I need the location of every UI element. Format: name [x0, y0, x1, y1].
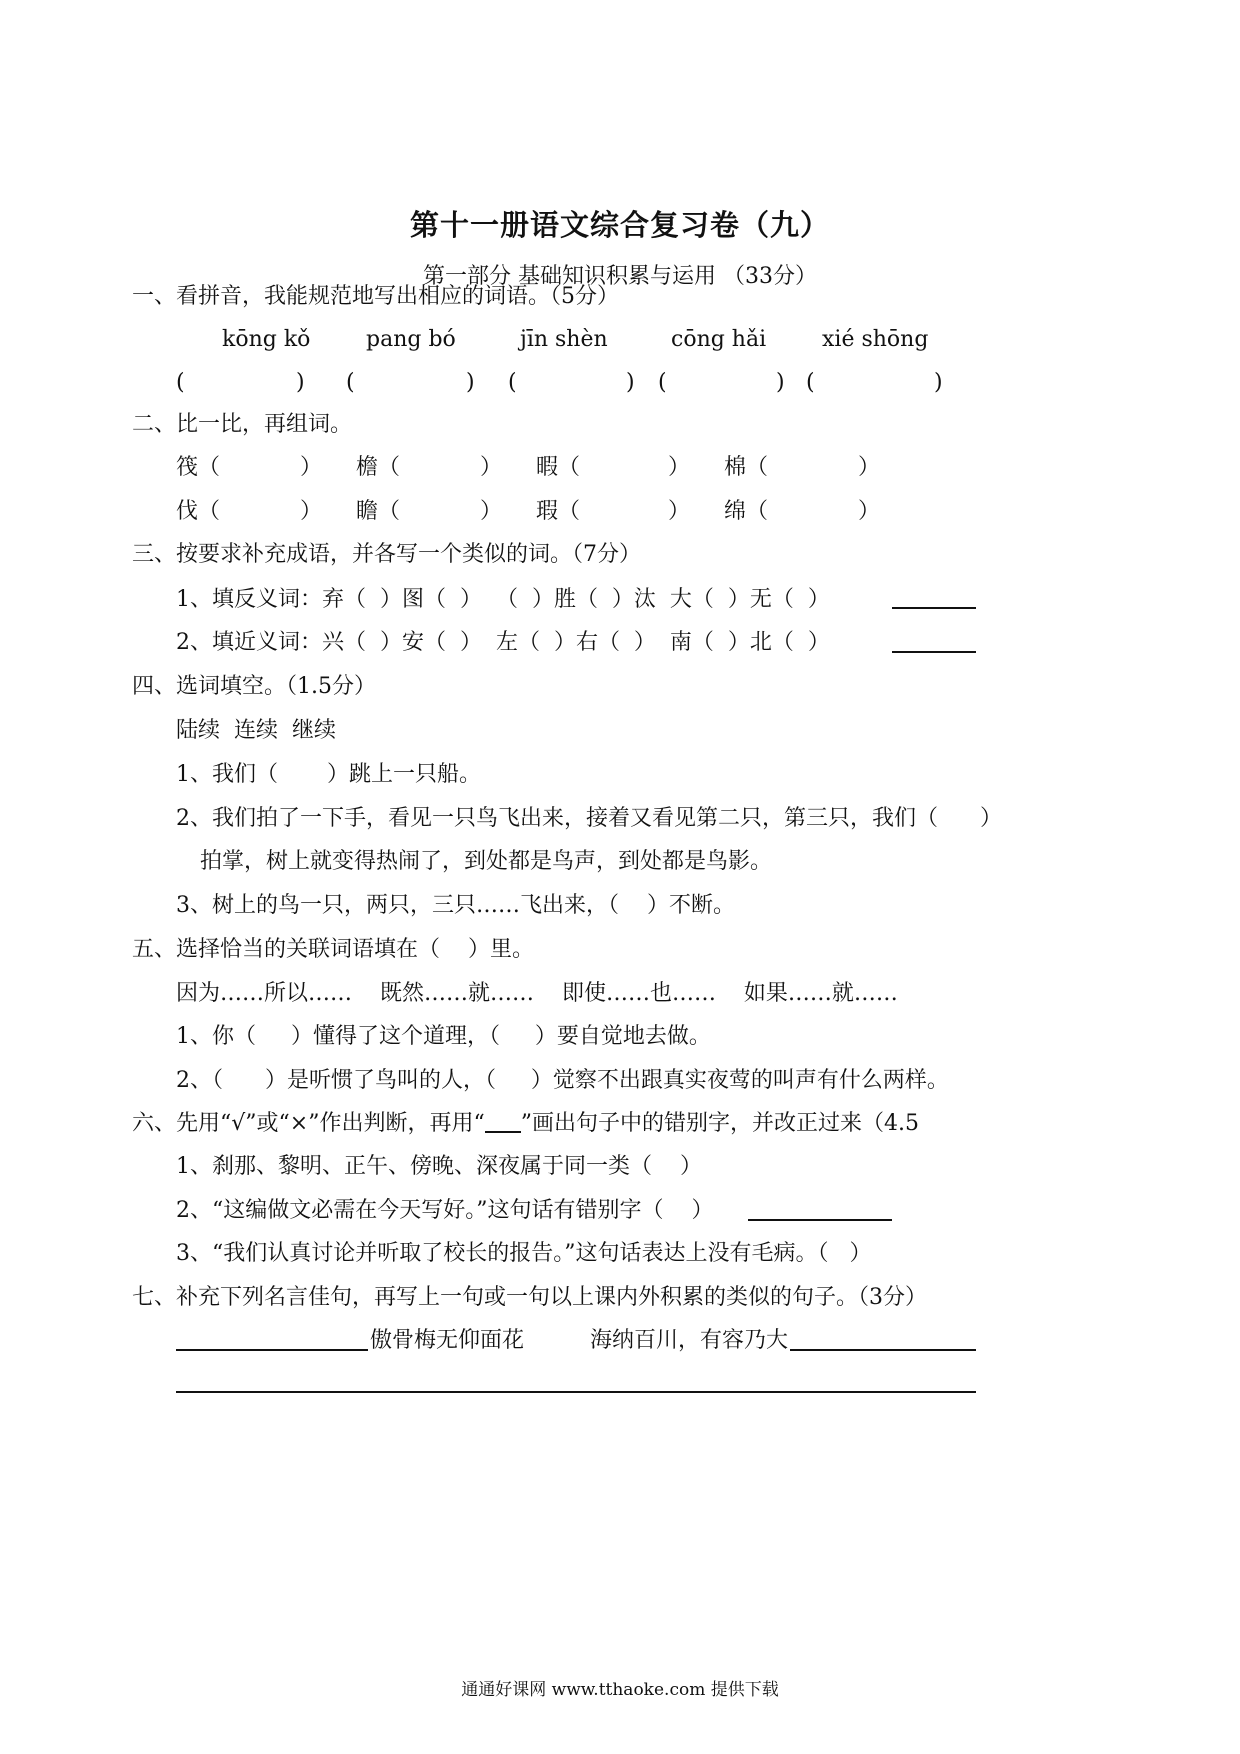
section-2-heading: 二、比一比，再组词。 [132, 412, 353, 437]
word-choices: 陆续 连续 继续 [176, 718, 336, 743]
antonym-question: 1、填反义词：弃（ ）图（ ） （ ）胜（ ）汰 大（ ）无（ ） [176, 587, 830, 612]
section-6-heading [132, 1109, 919, 1139]
conjunction-choices: 因为……所以…… 既然……就…… 即使……也…… 如果……就…… [176, 981, 898, 1006]
answer-paren-open: ( [508, 370, 517, 395]
section-4-heading: 四、选词填空。（1.5分） [132, 674, 376, 699]
pinyin-3: jīn shèn [520, 327, 608, 352]
answer-blank [176, 1349, 368, 1351]
answer-blank [790, 1349, 976, 1351]
char-item-close: ） [858, 499, 881, 524]
pinyin-2: pang bó [366, 327, 456, 352]
char-item: 瞻（ [356, 499, 401, 524]
pinyin-1: kōng kǒ [222, 327, 311, 352]
answer-paren-open: ( [658, 370, 667, 395]
section-7-heading: 七、补充下列名言佳句，再写上一句或一句以上课内外积累的类似的句子。（3分） [132, 1285, 927, 1310]
section-5-heading: 五、选择恰当的关联词语填在（ ）里。 [132, 937, 534, 962]
answer-blank [892, 651, 976, 653]
footer-credit: 通通好课网 www.tthaoke.com 提供下载 [461, 1680, 779, 1700]
answer-paren-close: ) [296, 370, 305, 395]
answer-blank [892, 607, 976, 609]
char-item: 檐（ [356, 455, 401, 480]
question-6-2: 2、“这编做文必需在今天写好。”这句话有错别字（ ） [176, 1198, 714, 1223]
answer-paren-open: ( [806, 370, 815, 395]
question-4-2-cont: 拍掌，树上就变得热闹了，到处都是鸟声，到处都是鸟影。 [200, 849, 773, 874]
answer-line [176, 1391, 976, 1393]
answer-blank [748, 1219, 892, 1221]
question-6-1: 1、刹那、黎明、正午、傍晚、深夜属于同一类（ ） [176, 1154, 702, 1179]
page-title: 第十一册语文综合复习卷（九） [409, 208, 830, 242]
proverb-2: 海纳百川，有容乃大 [590, 1328, 789, 1353]
section-3-heading: 三、按要求补充成语，并各写一个类似的词。（7分） [132, 542, 641, 567]
answer-paren-close: ) [934, 370, 943, 395]
char-item-close: ） [858, 455, 881, 480]
answer-paren-open: ( [346, 370, 355, 395]
question-6-3: 3、“我们认真讨论并听取了校长的报告。”这句话表达上没有毛病。（ ） [176, 1241, 872, 1266]
pinyin-4: cōng hǎi [671, 327, 767, 352]
pinyin-5: xié shōng [822, 327, 929, 352]
question-5-1: 1、你（ ）懂得了这个道理，（ ）要自觉地去做。 [176, 1024, 711, 1049]
underline-sample [485, 1109, 521, 1133]
char-item-close: ） [480, 499, 503, 524]
char-item-close: ） [480, 455, 503, 480]
char-item: 伐（ [176, 499, 221, 524]
page-subtitle: 第一部分 基础知识积累与运用 （33分） [423, 264, 817, 289]
synonym-question: 2、填近义词：兴（ ）安（ ） 左（ ）右（ ） 南（ ）北（ ） [176, 630, 830, 655]
answer-paren-close: ) [466, 370, 475, 395]
char-item-close: ） [668, 499, 691, 524]
question-4-2: 2、我们拍了一下手，看见一只鸟飞出来，接着又看见第二只，第三只，我们（ ） [176, 806, 1002, 831]
char-item: 绵（ [724, 499, 769, 524]
char-item-close: ） [300, 455, 323, 480]
section-6-heading-part1: 六、先用“√”或“×”作出判断，再用“ [132, 1111, 485, 1136]
answer-paren-close: ) [626, 370, 635, 395]
char-item: 暇（ [536, 455, 581, 480]
char-item: 棉（ [724, 455, 769, 480]
char-item: 瑕（ [536, 499, 581, 524]
answer-paren-close: ) [776, 370, 785, 395]
char-item: 筏（ [176, 455, 221, 480]
section-6-heading-part2: ”画出句子中的错别字，并改正过来（4.5 [520, 1111, 919, 1136]
section-1-heading: 一、看拼音，我能规范地写出相应的词语。（5分） [132, 284, 619, 309]
question-4-3: 3、树上的鸟一只，两只，三只……飞出来，（ ）不断。 [176, 893, 735, 918]
char-item-close: ） [668, 455, 691, 480]
proverb-1: 傲骨梅无仰面花 [370, 1328, 525, 1353]
question-5-2: 2、（ ）是听惯了鸟叫的人，（ ）觉察不出跟真实夜莺的叫声有什么两样。 [176, 1068, 949, 1093]
char-item-close: ） [300, 499, 323, 524]
answer-paren-open: ( [176, 370, 185, 395]
question-4-1: 1、我们（ ）跳上一只船。 [176, 762, 481, 787]
